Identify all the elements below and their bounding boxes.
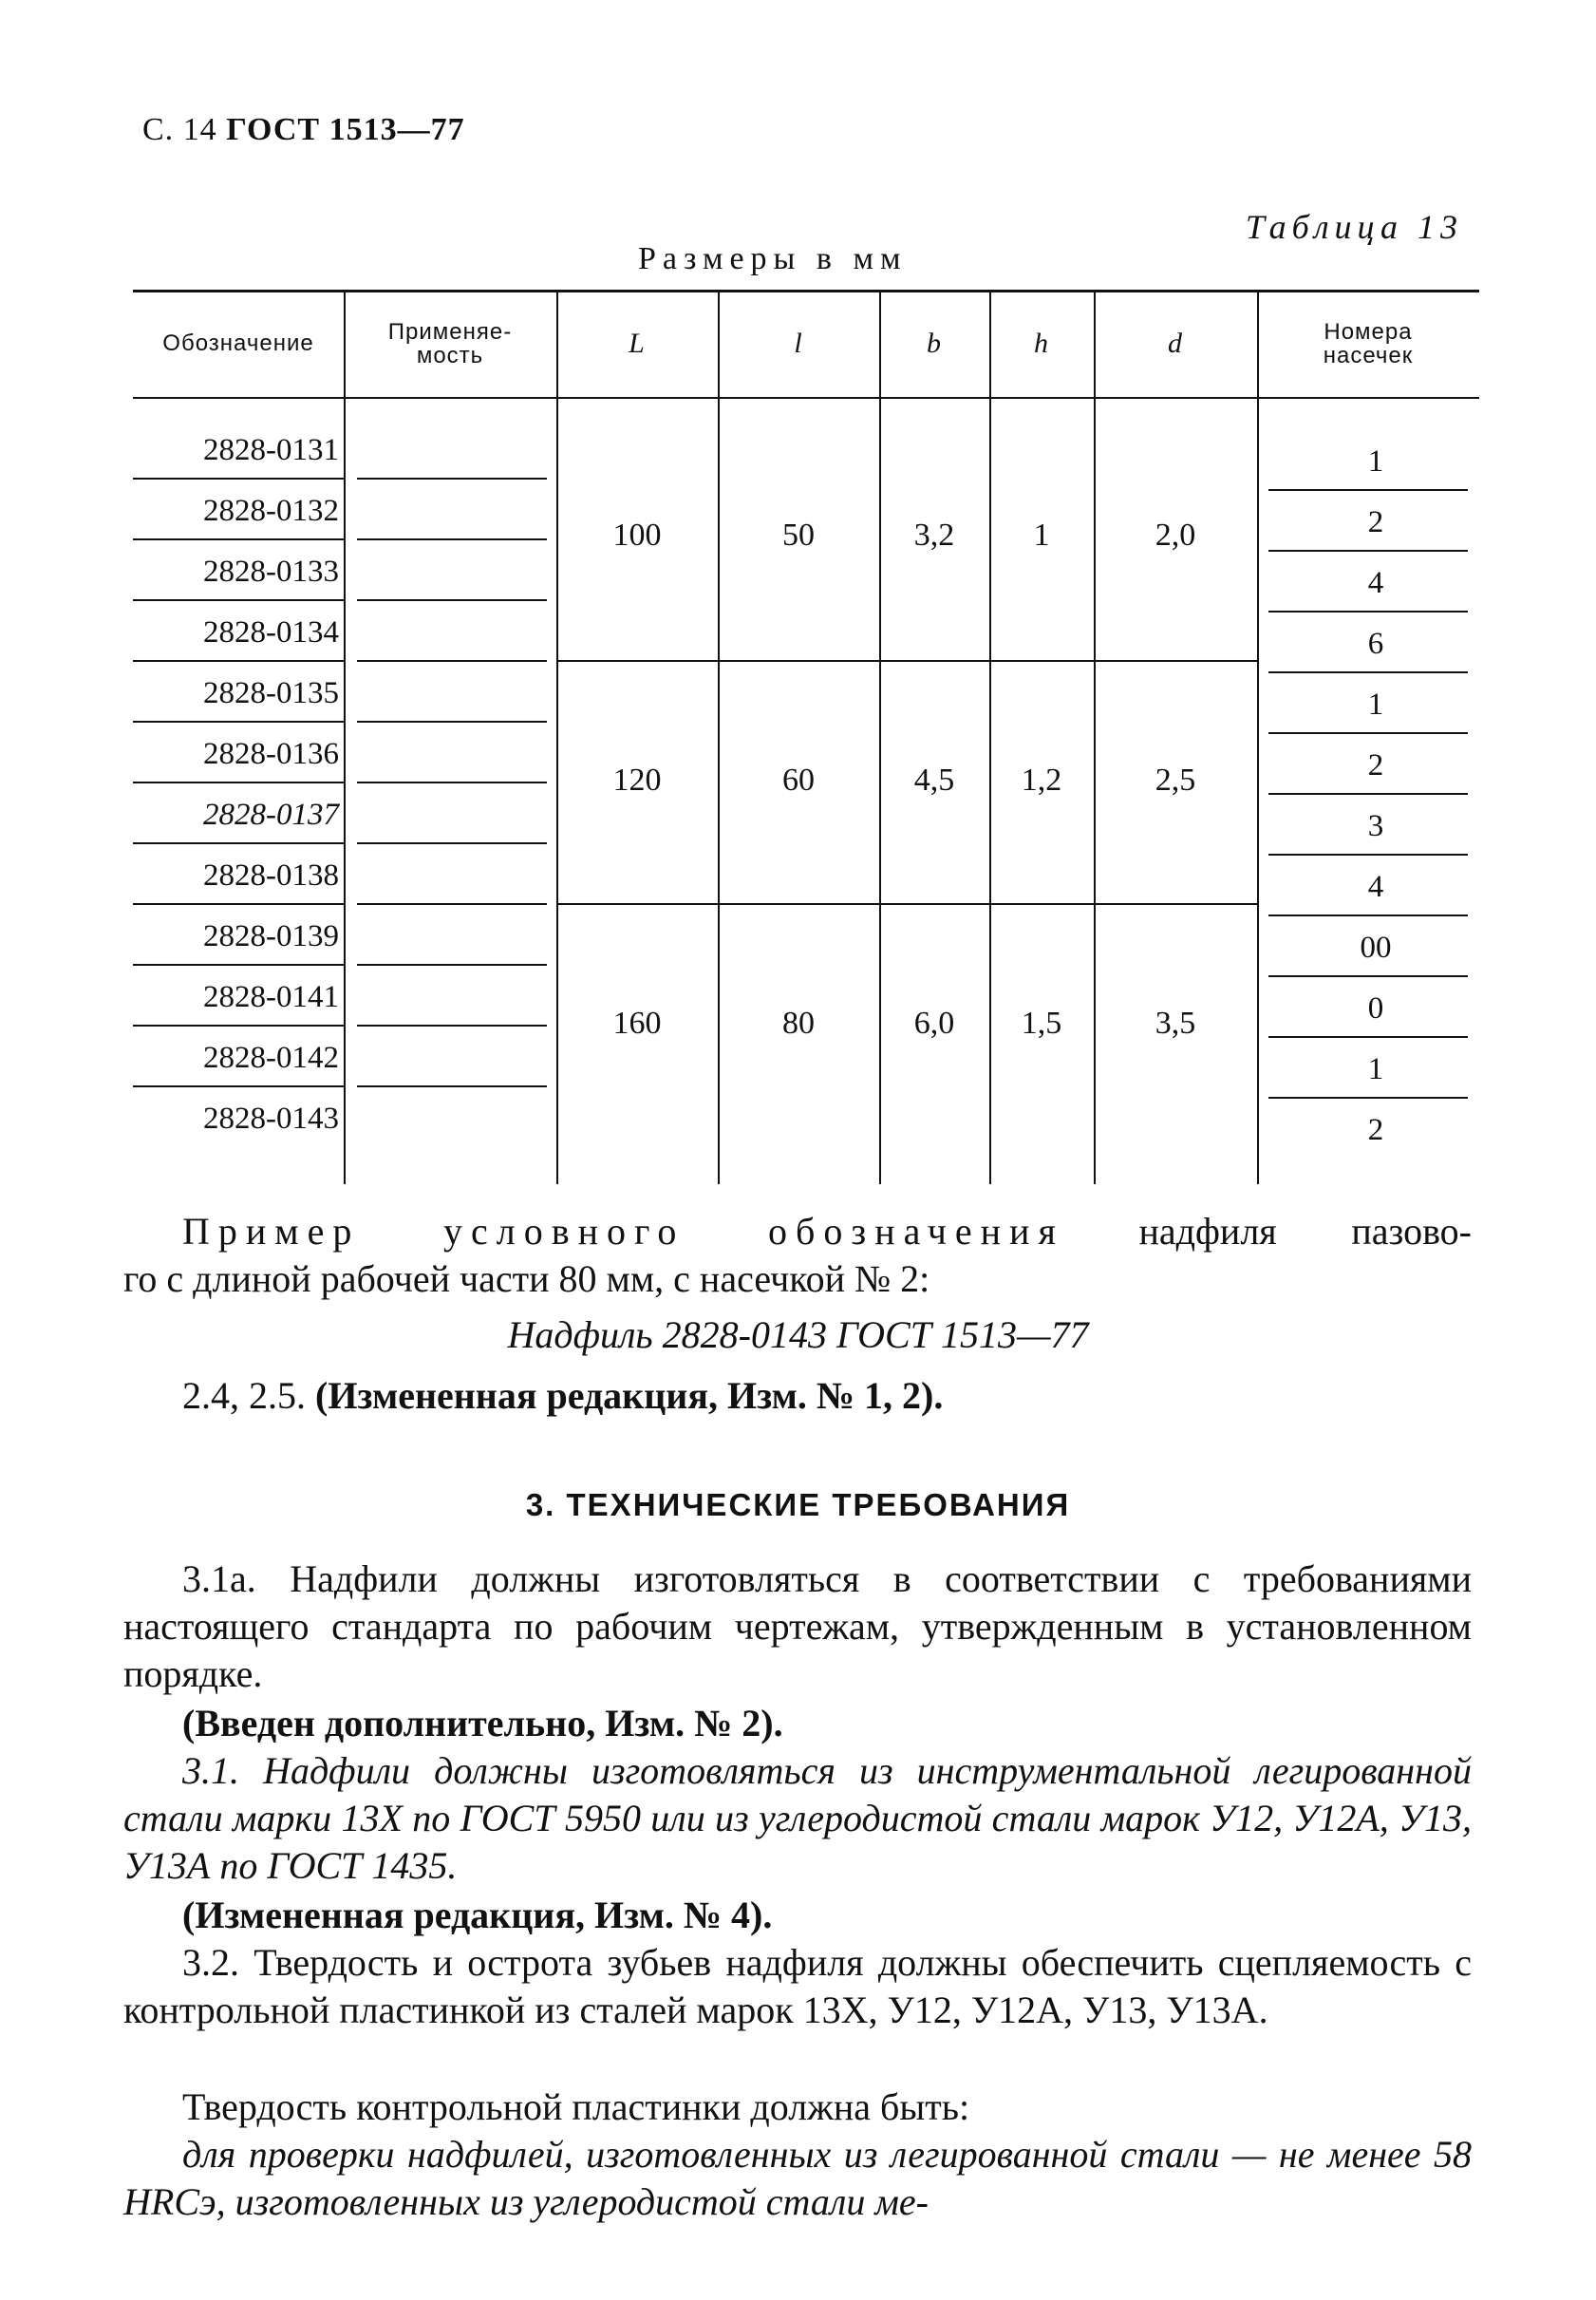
row-rule — [1268, 914, 1468, 916]
amendment-note — [123, 1372, 1472, 1420]
row-rule — [1268, 793, 1468, 795]
dimensions-table — [133, 290, 1479, 1184]
designation-cell: 2828-0134 — [203, 614, 339, 650]
cell-l: 60 — [782, 763, 815, 798]
cell-d: 2,5 — [1155, 763, 1196, 798]
row-rule — [133, 660, 344, 662]
designation-cell: 2828-0133 — [203, 554, 339, 589]
col-header-applicability-line2: мость — [416, 342, 484, 368]
paragraph-3-1-note: (Измененная редакция, Изм. № 4). — [182, 1894, 773, 1936]
col-header-notch-line1: Номера — [1324, 318, 1413, 345]
standard-id: ГОСТ 1513—77 — [226, 112, 465, 147]
cell-b: 6,0 — [913, 1006, 955, 1041]
row-rule — [133, 538, 344, 540]
designation-cell: 2828-0141 — [203, 979, 339, 1014]
example-paragraph — [123, 1208, 1472, 1303]
notch-cell: 2 — [1367, 504, 1384, 539]
group-rule — [556, 660, 1257, 662]
notch-cell: 1 — [1367, 443, 1384, 479]
designation-cell: 2828-0135 — [203, 675, 339, 710]
example-line1 — [123, 1208, 1472, 1255]
designation-cell: 2828-0143 — [203, 1101, 339, 1136]
example-line2: го с длиной рабочей части 80 мм, с насечкой № 2: — [123, 1257, 930, 1300]
col-header-designation: Обозначение — [162, 330, 314, 356]
header-bottom-rule — [133, 397, 1479, 399]
cell-h: 1,2 — [1021, 763, 1062, 798]
paragraph-3-1: 3.1. Надфили должны изготовляться из инструментальной легированной стали марки 13Х по ГОСТ 5950 или из углеродистой стали марок У12, У12А, У13, У13А по ГОСТ 1435. — [123, 1749, 1472, 1887]
cell-b: 3,2 — [913, 518, 955, 553]
row-rule — [133, 782, 344, 783]
col-divider — [1257, 290, 1259, 1184]
cell-h: 1 — [1033, 518, 1050, 553]
col-header-notch-numbers — [1257, 290, 1479, 397]
running-head — [142, 112, 465, 148]
designation-cell: 2828-0136 — [203, 736, 339, 771]
cell-d: 3,5 — [1155, 1006, 1196, 1041]
row-rule — [357, 782, 547, 783]
row-rule — [357, 538, 547, 540]
row-rule — [1268, 611, 1468, 613]
row-rule — [1268, 854, 1468, 856]
example-lead-rest: надфиля пазово- — [1138, 1210, 1472, 1253]
row-rule — [1268, 1097, 1468, 1099]
col-header-applicability-line1: Применяе- — [387, 318, 513, 345]
paragraph-3-2-check — [123, 2131, 1472, 2226]
cell-b: 4,5 — [913, 763, 955, 798]
col-header-notch-line2: насечек — [1323, 342, 1414, 368]
notch-cell: 4 — [1367, 869, 1384, 904]
cell-l: 50 — [782, 518, 815, 553]
designation-cell: 2828-0138 — [203, 858, 339, 893]
page-number: С. 14 — [142, 112, 217, 147]
row-rule — [133, 903, 344, 905]
table-label: Таблица 13 — [1245, 208, 1463, 246]
notch-cell: 2 — [1367, 747, 1384, 782]
row-rule — [1268, 550, 1468, 552]
section-heading: 3. ТЕХНИЧЕСКИЕ ТРЕБОВАНИЯ — [525, 1487, 1071, 1522]
row-rule — [357, 599, 547, 601]
cell-h: 1,5 — [1021, 1006, 1062, 1041]
notch-cell: 2 — [1367, 1112, 1384, 1147]
paragraph-3-2-hardness: Твердость контрольной пластинки должна быть: — [182, 2085, 970, 2128]
row-rule — [357, 660, 547, 662]
row-rule — [133, 842, 344, 844]
row-rule — [1268, 671, 1468, 673]
designation-cell: 2828-0142 — [203, 1040, 339, 1075]
cell-L: 120 — [612, 763, 662, 798]
example-designation: Надфиль 2828-0143 ГОСТ 1513—77 — [507, 1313, 1089, 1356]
row-rule — [357, 964, 547, 966]
col-header-applicability — [344, 290, 556, 397]
row-rule — [1268, 1036, 1468, 1038]
row-rule — [1268, 975, 1468, 977]
row-rule — [1268, 489, 1468, 491]
notch-cell: 4 — [1367, 565, 1384, 600]
notch-cell: 1 — [1367, 687, 1384, 722]
col-header-L: L — [629, 328, 646, 359]
example-lead: Пример условного обозначения — [182, 1210, 1064, 1253]
notch-cell: 6 — [1367, 626, 1384, 661]
paragraph-3-1a: 3.1а. Надфили должны изготовляться в соответствии с требованиями настоящего стандарта по рабочим чертежам, утвержденным в установленном порядке. — [123, 1557, 1472, 1695]
row-rule — [133, 1025, 344, 1027]
row-rule — [133, 599, 344, 601]
row-rule — [357, 1025, 547, 1027]
col-header-h: h — [1034, 328, 1049, 359]
col-header-b: b — [927, 328, 942, 359]
row-rule — [357, 903, 547, 905]
row-rule — [357, 478, 547, 480]
notch-cell: 0 — [1367, 990, 1384, 1026]
amendment-prefix: 2.4, 2.5. — [182, 1374, 306, 1417]
check-text-part1: для проверки надфилей, изготовленных из легированной стали — не менее — [182, 2133, 1421, 2176]
row-rule — [133, 964, 344, 966]
check-hrc-value: 58 HRCэ, — [123, 2133, 1472, 2223]
row-rule — [357, 721, 547, 723]
cell-L: 160 — [612, 1006, 662, 1041]
designation-cell: 2828-0139 — [203, 918, 339, 953]
cell-d: 2,0 — [1155, 518, 1196, 553]
col-header-l: l — [794, 328, 803, 359]
row-rule — [133, 478, 344, 480]
amendment-text: (Измененная редакция, Изм. № 1, 2). — [315, 1374, 944, 1417]
group-rule — [556, 903, 1257, 905]
row-rule — [133, 1085, 344, 1087]
notch-cell: 3 — [1367, 808, 1384, 843]
cell-L: 100 — [612, 518, 662, 553]
designation-cell: 2828-0132 — [203, 493, 339, 528]
dimensions-caption: Размеры в мм — [638, 241, 908, 276]
designation-cell: 2828-0137 — [203, 797, 339, 832]
cell-l: 80 — [782, 1006, 815, 1041]
row-rule — [133, 721, 344, 723]
notch-cell: 00 — [1360, 930, 1392, 965]
col-header-d: d — [1168, 328, 1183, 359]
paragraph-3-2: 3.2. Твердость и острота зубьев надфиля должны обеспечить сцепляемость с контрольной пластинкой из сталей марок 13Х, У12, У12А, У13, У13А. — [123, 1941, 1472, 2031]
paragraph-3-1a-note: (Введен дополнительно, Изм. № 2). — [182, 1702, 783, 1744]
notch-cell: 1 — [1367, 1051, 1384, 1086]
row-rule — [1268, 732, 1468, 734]
row-rule — [357, 842, 547, 844]
designation-cell: 2828-0131 — [203, 432, 339, 467]
row-rule — [357, 1085, 547, 1087]
check-text-part2: изготовленных из углеродистой стали ме- — [235, 2180, 929, 2223]
